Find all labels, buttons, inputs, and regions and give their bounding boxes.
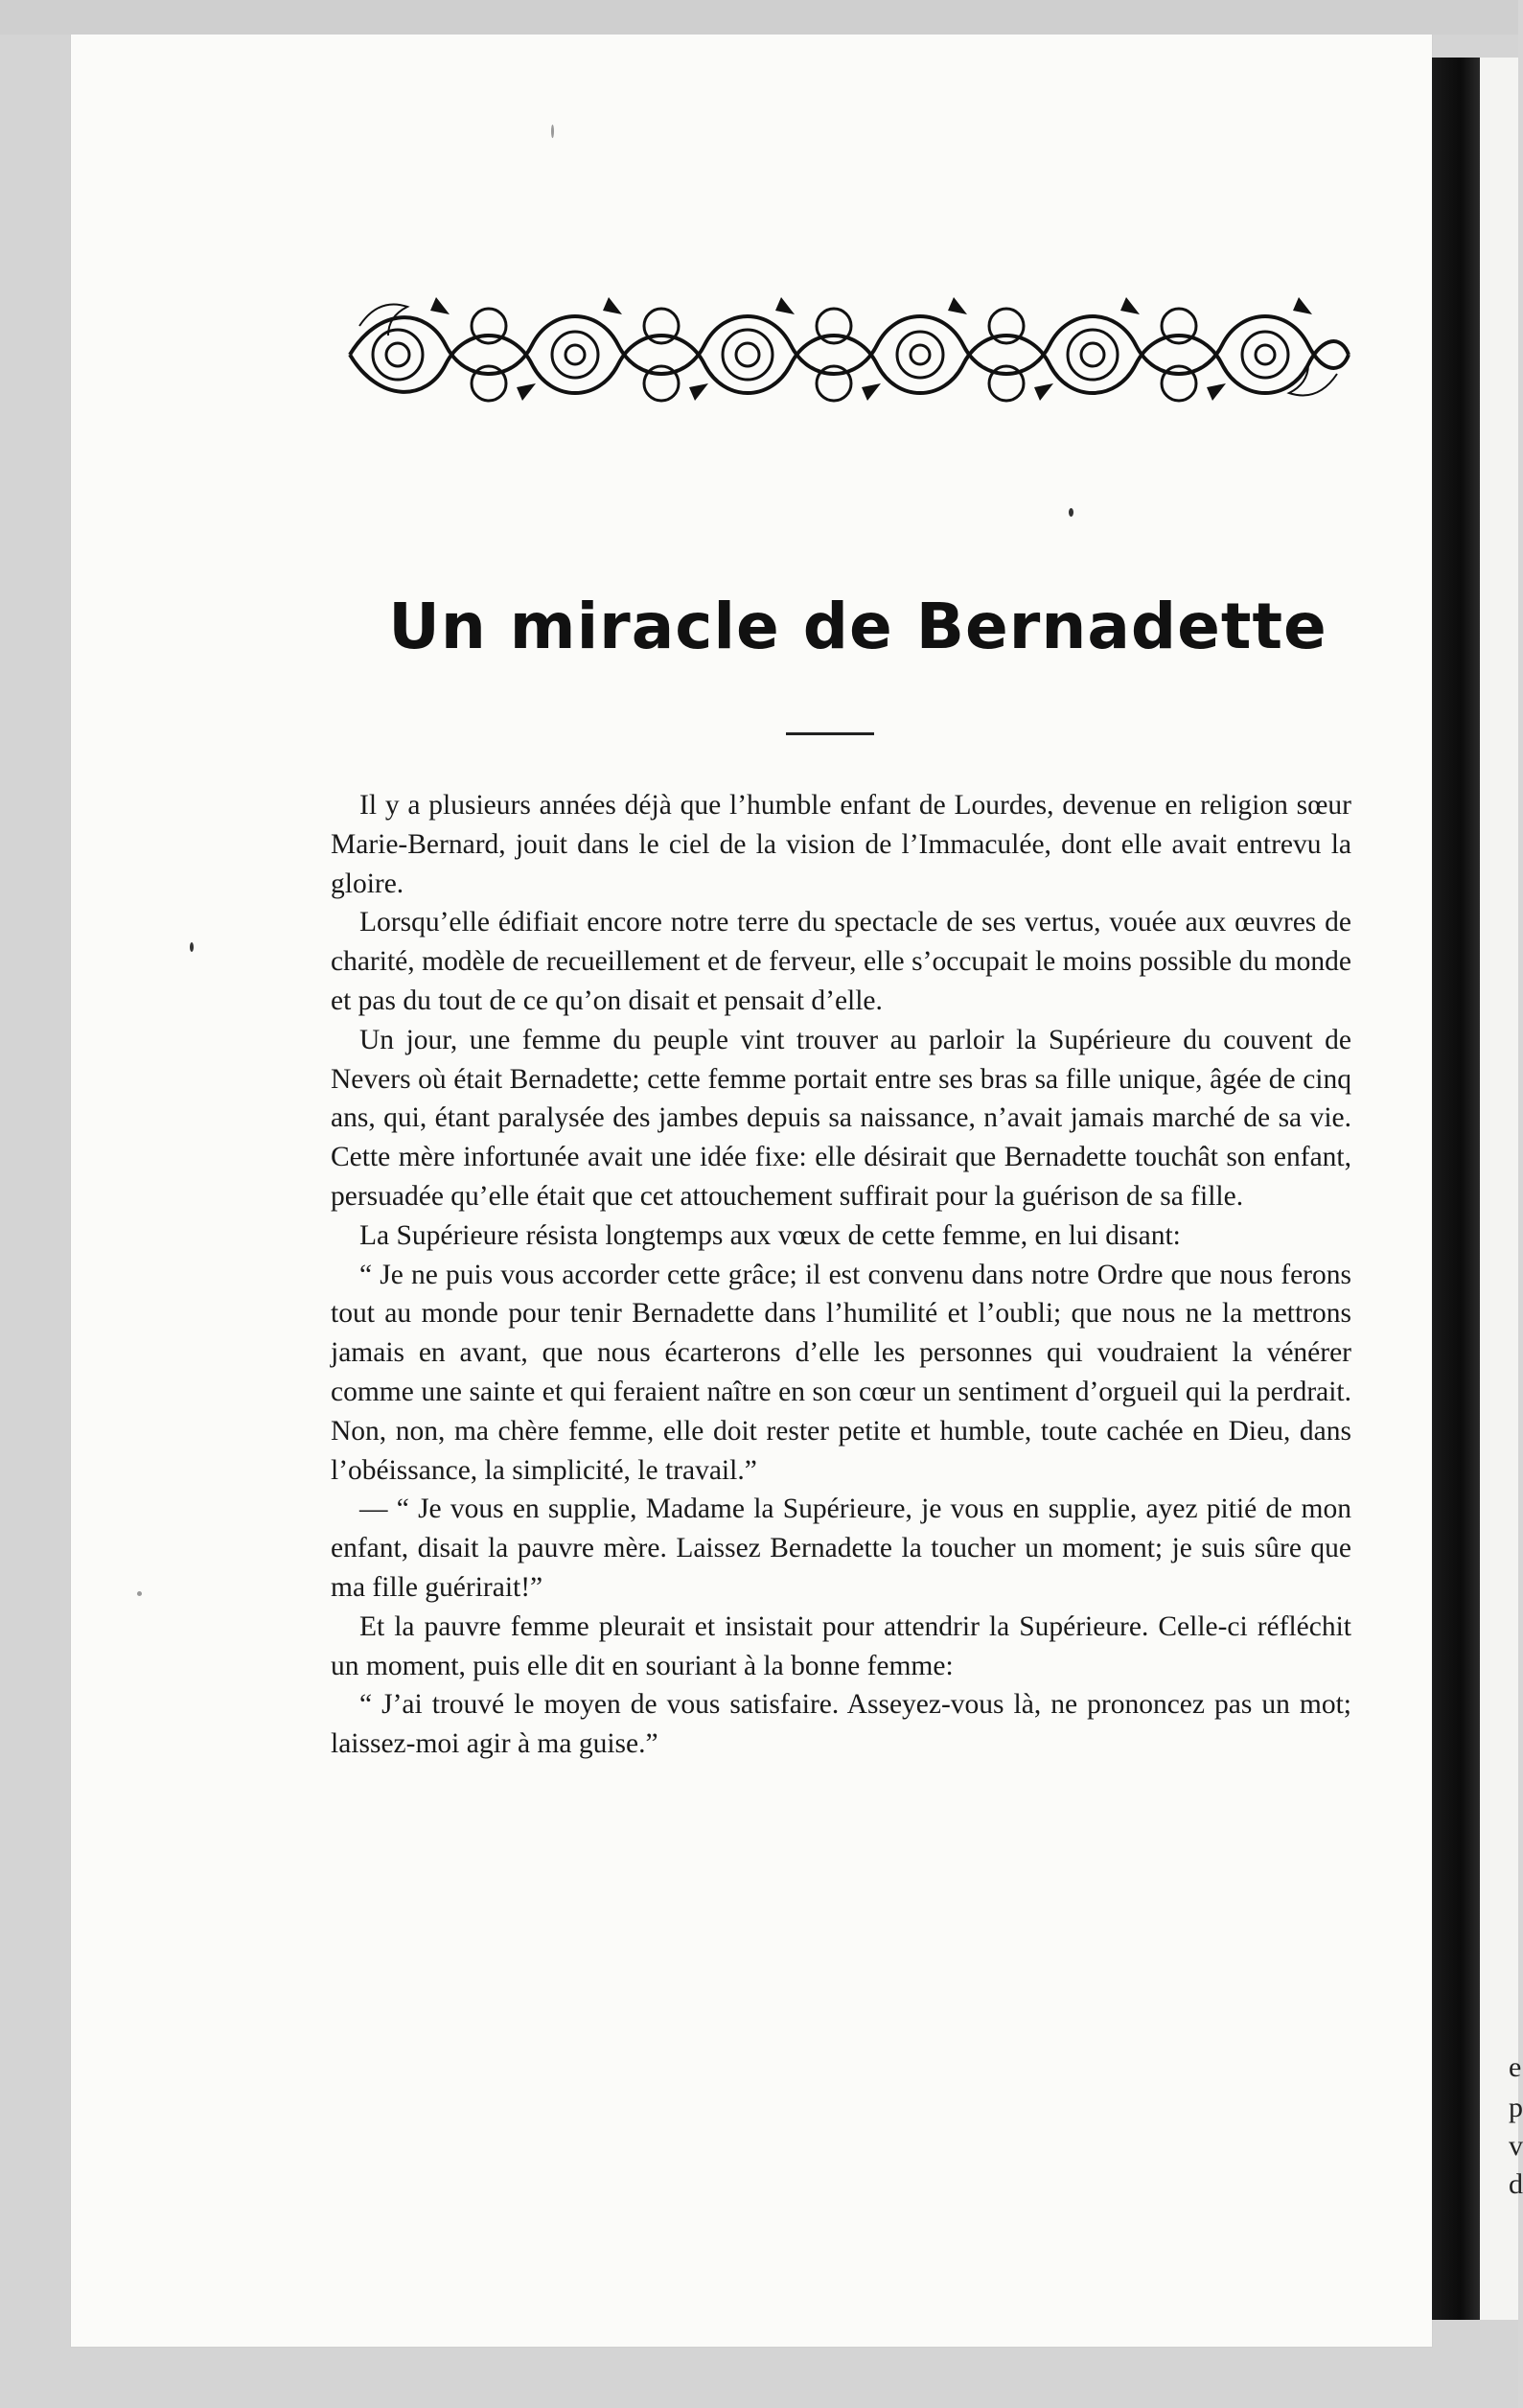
book-gutter (1432, 58, 1480, 2320)
next-page-fragment: e (1509, 2051, 1522, 2083)
paragraph: “ Je ne puis vous accorder cette grâce; il est convenu dans notre Ordre que nous ferons tout au monde pour tenir Bernadette dans l’humilité et l’oubli; que nous ne la mettrons jamais en avant, que nous écarterons d’elle les personnes qui voudraient la vénérer comme une sainte et qui feraient naître en son cœur un sentiment d’orgueil qui la perdrait. Non, non, ma chère femme, elle doit rester petite et humble, toute cachée en Dieu, dans l’obéissance, la simplicité, le travail.” (331, 1259, 1351, 1486)
scan-speck (1069, 508, 1073, 517)
next-page-edge (1480, 58, 1523, 2320)
page-title: Un miracle de Bernadette (388, 590, 1327, 663)
paragraph: La Supérieure résista longtemps aux vœux de cette femme, en lui disant: (359, 1219, 1181, 1251)
paragraph: “ J’ai trouvé le moyen de vous satisfaire. Asseyez-vous là, ne prononcez pas un mot; laissez-moi agir à ma guise.” (331, 1689, 1351, 1760)
paragraph: Lorsqu’elle édifiait encore notre terre du spectacle de ses vertus, vouée aux œuvres de charité, modèle de recueillement et de ferveur, elle s’occupait le moins possible du monde et pas du tout de ce qu’on disait et pensait d’elle. (331, 907, 1351, 1016)
scan-speck (137, 1591, 142, 1596)
next-page-fragment: d (1509, 2168, 1523, 2200)
scan-speck (551, 125, 554, 138)
scan-top-edge (0, 0, 1518, 35)
next-page-fragment: v (1509, 2130, 1523, 2162)
paragraph: Un jour, une femme du peuple vint trouver au parloir la Supérieure du couvent de Nevers où était Bernadette; cette femme portait entre ses bras sa fille unique, âgée de cinq ans, qui, étant paralysée des jambes depuis sa naissance, n’avait jamais marché de sa vie. Cette mère infortunée avait une idée fixe: elle désirait que Bernadette touchât son enfant, persuadée qu’elle était que cet attouchement suffirait pour la guérison de sa fille. (331, 1024, 1351, 1212)
ornament-band (340, 288, 1356, 412)
title-rule (786, 732, 874, 735)
paragraph: Et la pauvre femme pleurait et insistait pour attendrir la Supérieure. Celle-ci réfléchit un moment, puis elle dit en souriant à la bonne femme: (331, 1610, 1351, 1681)
next-page-fragment: p (1509, 2092, 1523, 2123)
paragraph: Il y a plusieurs années déjà que l’humble enfant de Lourdes, devenue en religion sœur Marie-Bernard, jouit dans le ciel de la vision de l’Immaculée, dont elle avait entrevu la gloire. (331, 790, 1351, 899)
body-text (331, 786, 1351, 1764)
paragraph: — “ Je vous en supplie, Madame la Supérieure, je vous en supplie, ayez pitié de mon enfant, disait la pauvre mère. Laissez Bernadette la toucher un moment; je suis sûre que ma fille guérirait!” (331, 1493, 1351, 1603)
scan-speck (190, 942, 194, 952)
